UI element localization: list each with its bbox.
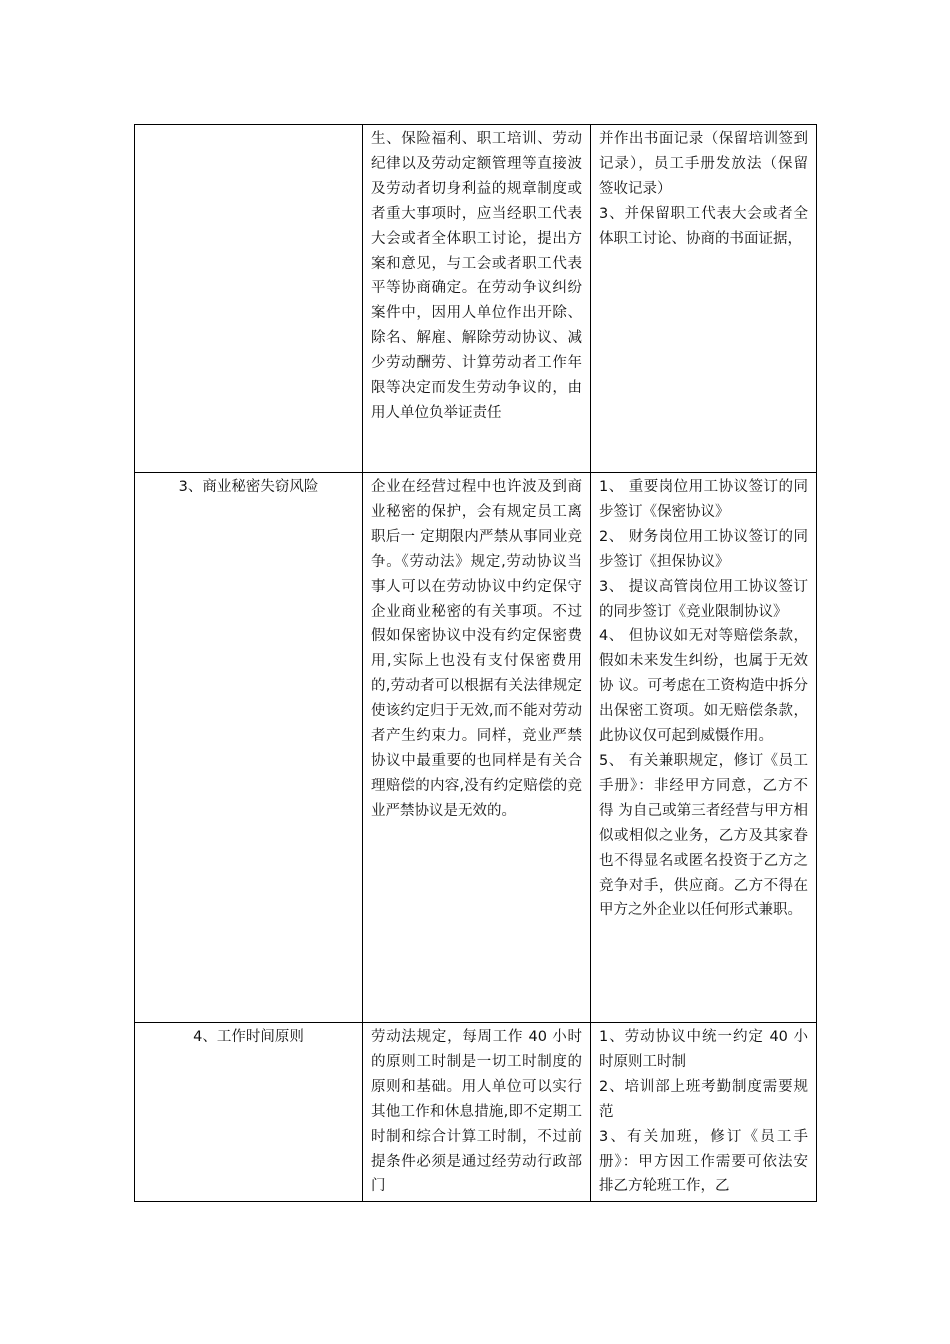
measure-item: 1、劳动协议中统一约定 40 小时原则工时制: [599, 1029, 808, 1070]
measure-item: 4、 但协议如无对等赔偿条款，假如未来发生纠纷，也属于无效协 议。可考虑在工资构造中拆分出保密工资项。如无赔偿条款，此协议仅可起到威慑作用。: [599, 628, 808, 745]
law-cell: 企业在经营过程中也许波及到商业秘密的保护，会有规定员工离职后一 定期限内严禁从事同业竞争。《劳动法》规定,劳动协议当事人可以在劳动协议中约定保守企业商业秘密的有关事项。不过假如保密协议中没有约定保密费用,实际上也没有支付保密费用的,劳动者可以根据有关法律规定使该约定归于无效,而不能对劳动者产生约束力。同样，竞业严禁协议中最重要的也同样是有关合理赔偿的内容,没有约定赔偿的竞业严禁协议是无效的。: [363, 473, 591, 1023]
table-row: [135, 125, 817, 473]
measures-cell: [591, 473, 817, 1023]
measure-item: 2、 财务岗位用工协议签订的同步签订《担保协议》: [599, 528, 808, 570]
risk-cell: 4、工作时间原则: [135, 1023, 363, 1202]
measure-item: 并作出书面记录（保留培训签到记录），员工手册发放法（保留签收记录）: [599, 131, 808, 197]
table-row: [135, 1023, 817, 1202]
measure-item: 2、培训部上班考勤制度需要规范: [599, 1078, 808, 1120]
measures-cell: [591, 1023, 817, 1202]
measure-item: 3、 提议高管岗位用工协议签订的同步签订《竞业限制协议》: [599, 578, 808, 620]
risk-table: [134, 124, 817, 1202]
law-cell: 生、保险福利、职工培训、劳动纪律以及劳动定额管理等直接波及劳动者切身利益的规章制度或者重大事项时，应当经职工代表大会或者全体职工讨论，提出方案和意见，与工会或者职工代表平等协商确定。在劳动争议纠纷案件中，因用人单位作出开除、除名、解雇、解除劳动协议、减少劳动酬劳、计算劳动者工作年限等决定而发生劳动争议的，由用人单位负举证责任: [363, 125, 591, 473]
law-cell: 劳动法规定，每周工作 40 小时的原则工时制是一切工时制度的原则和基础。用人单位可以实行其他工作和休息措施,即不定期工时制和综合计算工时制，不过前提条件必须是通过经劳动行政部门: [363, 1023, 591, 1202]
measure-item: 1、 重要岗位用工协议签订的同步签订《保密协议》: [599, 479, 808, 520]
risk-cell: [135, 125, 363, 473]
table-row: [135, 473, 817, 1023]
measure-item: 3、有关加班，修订《员工手册》：甲方因工作需要可依法安排乙方轮班工作，乙: [599, 1128, 808, 1195]
measure-item: 3、并保留职工代表大会或者全体职工讨论、协商的书面证据，: [599, 205, 808, 247]
measures-cell: [591, 125, 817, 473]
risk-cell: 3、商业秘密失窃风险: [135, 473, 363, 1023]
measure-item: 5、 有关兼职规定，修订《员工手册》：非经甲方同意，乙方不得 为自己或第三者经营与甲方相似或相似之业务，乙方及其家眷也不得显名或匿名投资于乙方之竞争对手，供应商。乙方不得在甲方之外企业以任何形式兼职。: [599, 752, 808, 919]
